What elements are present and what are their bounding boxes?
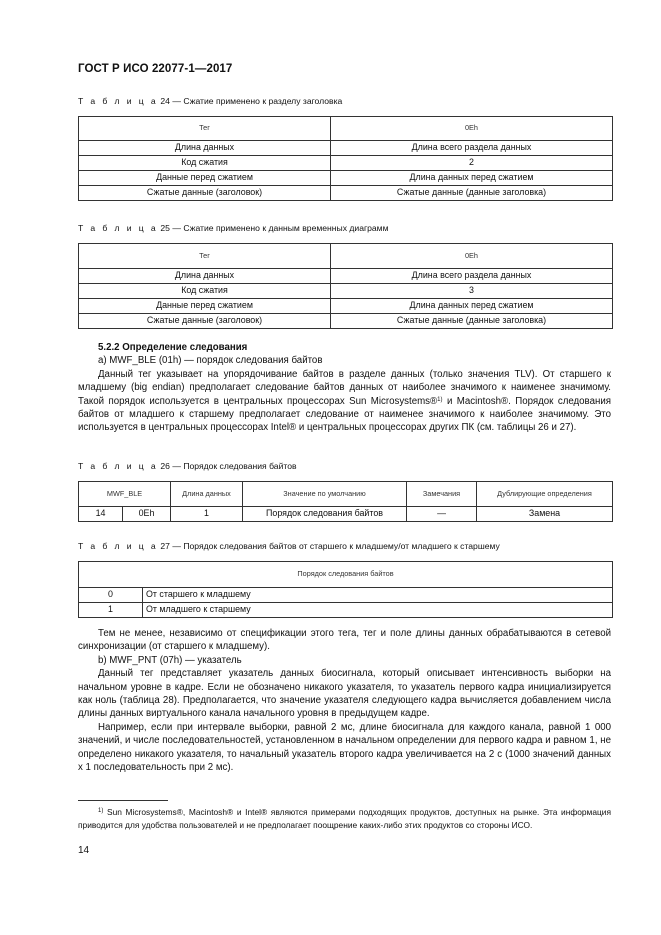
- table-cell: Длина всего раздела данных: [331, 141, 613, 156]
- table-caption-text: 25 — Сжатие применено к данным временных диаграмм: [158, 223, 389, 233]
- footnote-body: Sun Microsystems®, Macintosh® и Intel® являются примерами подходящих продуктов, доступных на рынке. Эта информация приводится для удобства пользователей и не предполагает поощрение каких-либо этих продуктов со стороны ИСО.: [78, 807, 611, 830]
- table-cell: Данные перед сжатием: [79, 299, 331, 314]
- table-cell: Данные перед сжатием: [79, 171, 331, 186]
- table-cell: Длина всего раздела данных: [331, 269, 613, 284]
- table-27: [78, 561, 613, 618]
- table-header-cell: Длина данных: [171, 482, 243, 507]
- table-word: Т а б л и ц а: [78, 96, 158, 106]
- footnote-ref: 1): [437, 396, 443, 403]
- paragraph-text: и Macintosh®. Порядок следования байтов от младшего к старшему предполагает следование от наименее значимого к наиболее значимому. Это используется в центральных процессорах Intel® и центральных процессорах других ПК (см. таблицы 26 и 27).: [78, 395, 611, 434]
- table-cell: От младшего к старшему: [143, 603, 613, 618]
- item-b: b) MWF_PNT (07h) — указатель: [98, 654, 242, 666]
- table-caption-text: 24 — Сжатие применено к разделу заголовка: [158, 96, 343, 106]
- table-cell: Длина данных: [79, 141, 331, 156]
- page-number: 14: [78, 845, 90, 856]
- table-cell: Длина данных: [79, 269, 331, 284]
- table-header-cell: Дублирующие определения: [477, 482, 613, 507]
- table-cell: Сжатые данные (данные заголовка): [331, 186, 613, 201]
- table-25-caption: [78, 223, 389, 233]
- table-cell: Порядок следования байтов: [243, 507, 407, 522]
- table-cell: 1: [79, 603, 143, 618]
- table-header-cell: Замечания: [407, 482, 477, 507]
- table-26: [78, 481, 613, 522]
- table-cell: Код сжатия: [79, 156, 331, 171]
- footnote-mark: 1): [98, 808, 104, 814]
- table-cell: Код сжатия: [79, 284, 331, 299]
- table-24: [78, 116, 613, 201]
- table-cell: 2: [331, 156, 613, 171]
- table-cell: 3: [331, 284, 613, 299]
- table-cell: Длина данных перед сжатием: [331, 299, 613, 314]
- table-cell: Сжатые данные (данные заголовка): [331, 314, 613, 329]
- table-caption-text: 27 — Порядок следования байтов от старшего к младшему/от младшего к старшему: [158, 541, 500, 551]
- table-header-cell: MWF_BLE: [79, 482, 171, 507]
- paragraph: Например, если при интервале выборки, равной 2 мс, длине биосигнала для каждого канала, равной 1 000 значений, и числе последовательностей, установленном в начальном определении для первого кадра и равном 1, не определено никакого указателя, то начальный указатель второго кадра увеличивается на 2 с (1000 значений данных х 1 последовательность при 2 мс).: [78, 721, 611, 774]
- table-cell: 0: [79, 588, 143, 603]
- table-header-cell: Тег: [79, 244, 331, 269]
- paragraph-text: Данный тег указывает на упорядочивание байтов в разделе данных (только значения TLV). От старшего к младшему (big endian) предполагает следование байтов данных от наиболее значимого к наименее значимому. Такой порядок используется в центральных процессорах Sun Microsystems®: [78, 368, 611, 407]
- table-26-caption: [78, 461, 297, 471]
- table-cell: Сжатые данные (заголовок): [79, 186, 331, 201]
- body-text: [78, 627, 611, 774]
- paragraph: Тем не менее, независимо от спецификации этого тега, тег и поле длины данных обрабатываются в сетевой синхронизации (от старшего к младшему).: [78, 628, 611, 653]
- table-word: Т а б л и ц а: [78, 223, 158, 233]
- footnote-rule: [78, 800, 168, 801]
- table-cell: Длина данных перед сжатием: [331, 171, 613, 186]
- table-word: Т а б л и ц а: [78, 541, 158, 551]
- table-cell: 0Eh: [123, 507, 171, 522]
- table-header-cell: Порядок следования байтов: [79, 562, 613, 588]
- table-cell: От старшего к младшему: [143, 588, 613, 603]
- table-cell: —: [407, 507, 477, 522]
- table-cell: 1: [171, 507, 243, 522]
- table-word: Т а б л и ц а: [78, 461, 158, 471]
- document-header: ГОСТ Р ИСО 22077-1—2017: [78, 63, 233, 75]
- table-24-caption: [78, 96, 342, 106]
- table-header-cell: Значение по умолчанию: [243, 482, 407, 507]
- table-25: [78, 243, 613, 329]
- table-cell: 14: [79, 507, 123, 522]
- table-cell: Замена: [477, 507, 613, 522]
- table-header-cell: 0Eh: [331, 244, 613, 269]
- table-27-caption: [78, 541, 500, 551]
- section-text: [78, 341, 611, 435]
- section-heading: 5.2.2 Определение следования: [98, 342, 248, 353]
- table-header-cell: 0Eh: [331, 117, 613, 141]
- paragraph: Данный тег представляет указатель данных биосигнала, который описывает интенсивность выборки на начальном уровне в кадре. Если не обозначено никакого указателя, то указатель первого кадра инициализируется как ноль (таблица 28). Предполагается, что значение указателя следующего кадра вычисляется добавлением числа длины данных виртуального канала начального уровня в предыдущем кадре.: [78, 668, 611, 720]
- item-a: а) MWF_BLE (01h) — порядок следования байтов: [98, 355, 323, 367]
- footnote: [78, 806, 611, 831]
- table-caption-text: 26 — Порядок следования байтов: [158, 461, 297, 471]
- footnote-text: [78, 806, 611, 831]
- table-cell: Сжатые данные (заголовок): [79, 314, 331, 329]
- table-header-cell: Тег: [79, 117, 331, 141]
- paragraph: [78, 368, 611, 435]
